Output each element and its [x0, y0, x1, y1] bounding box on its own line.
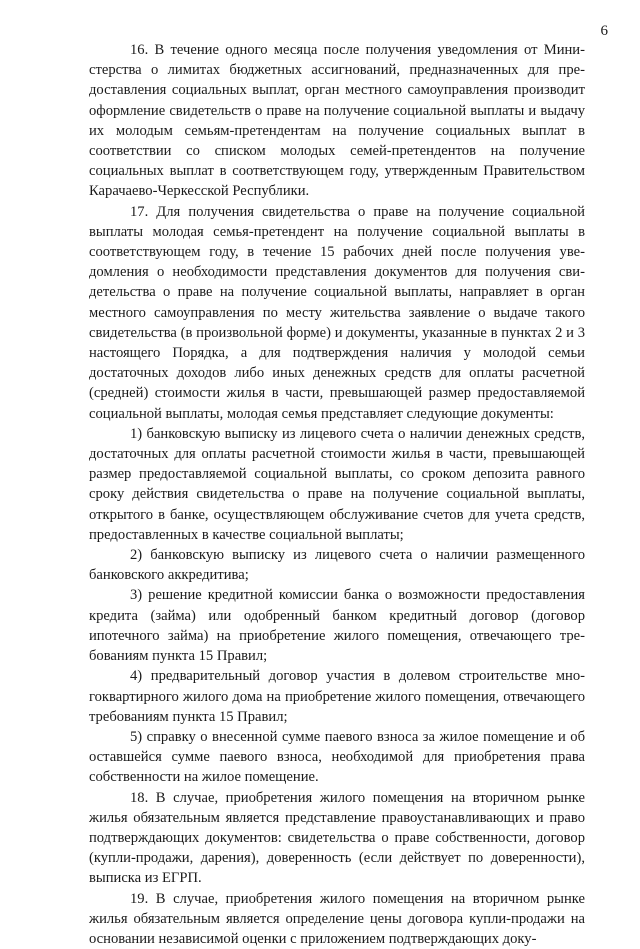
- paragraph-17: 17. Для получения свидетельства о праве на получение социальной выплаты молодая семья-претендент на получение социальной выплаты в соответствующем году, в течение 15 рабочих дней после получения уведомления о необходимости представления документов для получения свидетельства о праве на получение социальной выплаты, направляет в орган местного самоуправления по месту жительства заявление о выдаче такого свидетельства (в произвольной форме) и документы, указанные в пунктах 2 и 3 настоящего Порядка, а для подтверждения наличия у молодой семьи достаточных доходов либо иных денежных средств для оплаты расчетной (средней) стоимости жилья в части, превышающей размер предоставляемой социальной выплаты, молодая семья представляет следующие документы:: [89, 203, 585, 422]
- paragraph-18: 18. В случае, приобретения жилого помещения на вторичном рынке жилья обязательным является представление правоустанавливающих и право подтверждающих документов: свидетельства о праве собственности, договор (купли-продажи, дарения), доверенность (если действует по доверенности), выписка из ЕГРП.: [89, 789, 585, 887]
- list-item-2: 2) банковскую выписку из лицевого счета о наличии размещенного банковского аккредитива;: [89, 547, 585, 584]
- paragraph-19: 19. В случае, приобретения жилого помещения на вторичном рынке жилья обязательным является определение цены договора купли-продажи на основании независимой оценки с приложением подтверждающих доку-: [89, 890, 585, 947]
- document-body: [89, 40, 585, 949]
- list-item-5: 5) справку о внесенной сумме паевого взноса за жилое помещение и об оставшейся сумме паевого взноса, необходимой для приобретения права собственности на жилое помещение.: [89, 728, 585, 786]
- page-number: 6: [600, 23, 608, 39]
- paragraph-16: 16. В течение одного месяца после получения уведомления от Министерства о лимитах бюджетных ассигнований, предназначенных для предоставления социальных выплат, орган местного самоуправления производит оформление свидетельств о праве на получение социальной выплаты и выдачу их молодым семьям-претендентам на получение социальных выплат в соответствии со списком молодых семей-претендентов на получение социальных выплат в соответствующем году, утвержденным Правительством Карачаево-Черкесской Республики.: [89, 42, 585, 200]
- list-item-1: 1) банковскую выписку из лицевого счета о наличии денежных средств, достаточных для оплаты расчетной стоимости жилья в части, превышающей размер предоставляемой социальной выплаты, со сроком депозита равного сроку действия свидетельства о праве на получение социальной выплаты, открытого в банке, осуществляющем обслуживание счетов для учета средств, предоставленных в качестве социальной выплаты;: [89, 425, 585, 543]
- list-item-4: 4) предварительный договор участия в долевом строительстве многоквартирного жилого дома на приобретение жилого помещения, отвечающего требованиям пункта 15 Правил;: [89, 668, 585, 725]
- list-item-3: 3) решение кредитной комиссии банка о возможности предоставления кредита (займа) или одобренный банком кредитный договор (договор ипотечного займа) на приобретение жилого помещения, отвечающего требованиям пункта 15 Правил;: [89, 587, 585, 665]
